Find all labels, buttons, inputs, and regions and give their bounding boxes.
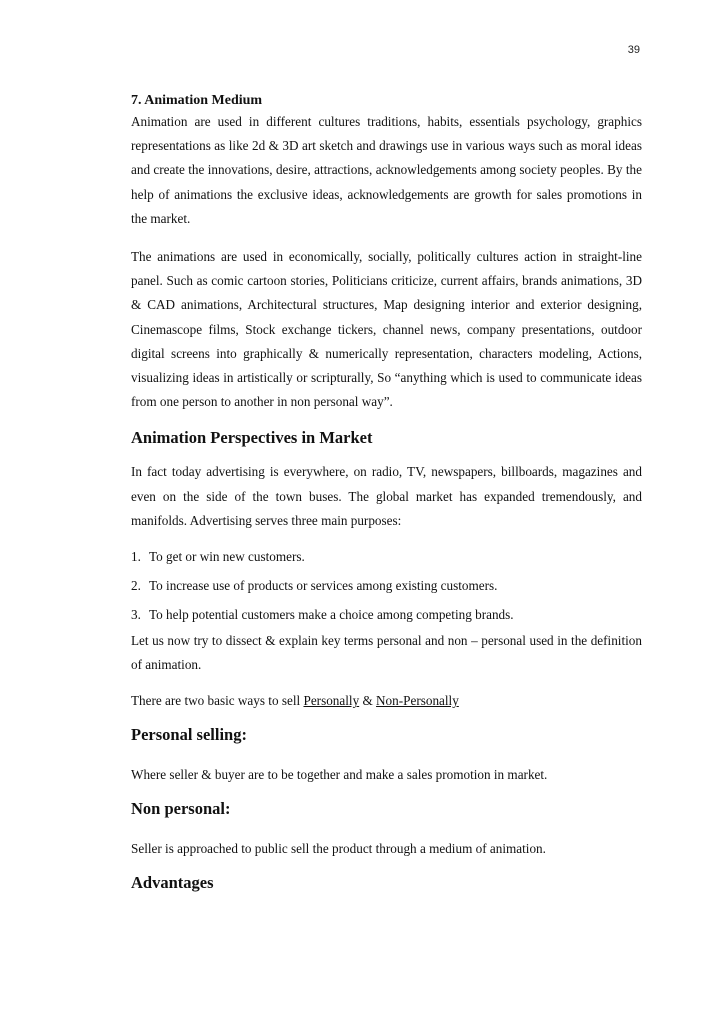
list-item: 1. To get or win new customers. [131, 549, 305, 565]
paragraph-dissect: Let us now try to dissect & explain key terms personal and non – personal used in the definition of animation. [131, 633, 642, 673]
heading-perspectives: Animation Perspectives in Market [131, 428, 373, 448]
page-content [131, 92, 642, 905]
paragraph-animation-uses: Animation are used in different cultures traditions, habits, essentials psychology, graphics representations as like 2d & 3D art sketch and drawings use in various ways such as moral ideas and create the innovations, desire, attractions, acknowledgements among society peoples. By the help of animations the exclusive ideas, acknowledgements are growth for sales promotions in the market. [131, 114, 642, 226]
list-item: 2. To increase use of products or services among existing customers. [131, 578, 498, 594]
section-title: 7. Animation Medium [131, 93, 263, 108]
paragraph-non-personal: Seller is approached to public sell the product through a medium of animation. [131, 841, 546, 857]
link-non-personally: Non-Personally [376, 693, 459, 709]
paragraph-personal-selling: Where seller & buyer are to be together and make a sales promotion in market. [131, 767, 548, 783]
heading-advantages: Advantages [131, 873, 214, 893]
heading-non-personal: Non personal: [131, 799, 231, 819]
list-item: 3. To help potential customers make a choice among competing brands. [131, 607, 514, 623]
paragraph-two-ways: There are two basic ways to sell Personally & Non-Personally [131, 693, 459, 709]
paragraph-advertising: In fact today advertising is everywhere, on radio, TV, newspapers, billboards, magazines and even on the side of the town buses. The global market has expanded tremendously, and manifolds. Advertising serves three main purposes: [131, 464, 642, 528]
link-personally: Personally [303, 693, 360, 709]
heading-personal-selling: Personal selling: [131, 725, 247, 745]
purposes-list [131, 542, 642, 629]
paragraph-animation-actions: The animations are used in economically, socially, politically cultures action in straight-line panel. Such as comic cartoon stories, Politicians criticize, current affairs, brands animations, 3D & CAD animations, Architectural structures, Map designing interior and exterior designing, Cinemascope films, Stock exchange tickers, channel news, company presentations, outdoor digital screens into graphically & numerically representation, characters modeling, Actions, visualizing ideas in artistically or scripturally, So “anything which is used to communicate ideas from one person to another in non personal way”. [131, 249, 642, 410]
page-number: 39 [627, 44, 640, 56]
